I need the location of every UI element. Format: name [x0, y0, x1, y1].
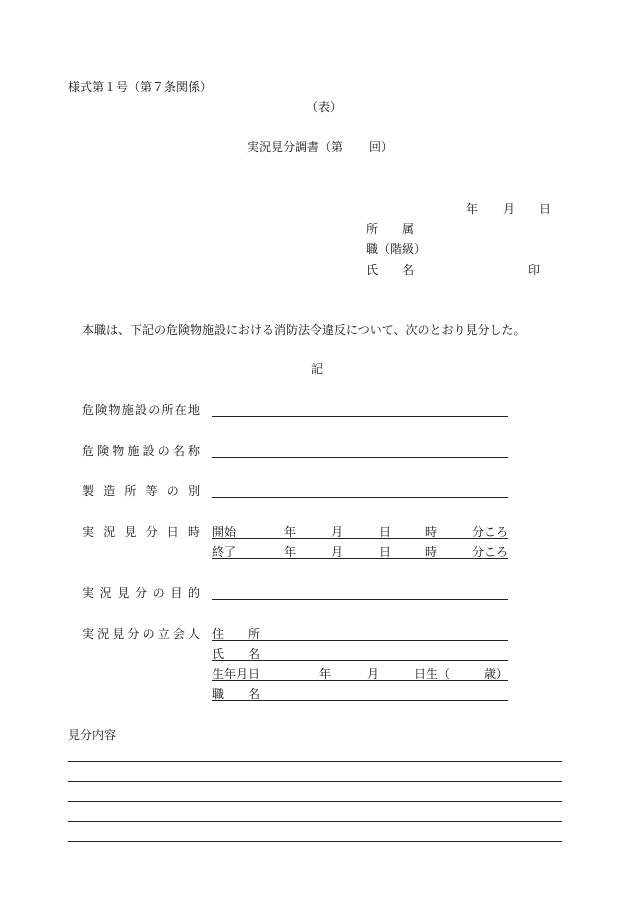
seal-mark: 印	[528, 263, 541, 277]
ki-mark: 記	[311, 362, 324, 376]
date-year: 年	[466, 202, 479, 216]
content-line-4	[68, 821, 562, 822]
witness-birth-day: 日生（	[414, 667, 451, 681]
witness-name-label: 氏 名	[212, 647, 261, 661]
witness-occupation-underline	[212, 700, 508, 701]
form-number: 様式第１号（第７条関係）	[68, 80, 213, 94]
end-underline	[212, 558, 508, 559]
witness-address-label: 住 所	[212, 627, 261, 641]
content-line-2	[68, 781, 562, 782]
end-label: 終了	[212, 545, 237, 559]
start-day: 日	[379, 525, 392, 539]
content-line-3	[68, 801, 562, 802]
date-day: 日	[539, 202, 552, 216]
witness-birth-label: 生年月日	[212, 667, 261, 681]
facility-name-underline	[212, 457, 508, 458]
witness-label: 実況見分の立会人	[82, 627, 200, 641]
end-month: 月	[331, 545, 344, 559]
rank-label: 職（階級）	[366, 242, 427, 256]
facility-name-label: 危険物施設の名称	[82, 444, 200, 458]
start-label: 開始	[212, 525, 237, 539]
witness-birth-month: 月	[367, 667, 380, 681]
end-hour: 時	[425, 545, 438, 559]
location-underline	[212, 416, 508, 417]
content-line-5	[68, 841, 562, 842]
start-hour: 時	[425, 525, 438, 539]
start-month: 月	[331, 525, 344, 539]
facility-type-underline	[212, 497, 508, 498]
end-day: 日	[379, 545, 392, 559]
purpose-label: 実況見分の目的	[82, 586, 200, 600]
location-label: 危険物施設の所在地	[82, 403, 200, 417]
title-main: 実況見分調書（第	[247, 140, 344, 154]
witness-address-underline	[212, 640, 508, 641]
witness-age: 歳）	[484, 667, 509, 681]
content-label: 見分内容	[68, 728, 117, 742]
affiliation-label: 所 属	[366, 222, 415, 236]
witness-birth-year: 年	[319, 667, 332, 681]
witness-birth-underline	[212, 680, 508, 681]
witness-occupation-label: 職 名	[212, 687, 261, 701]
start-minute: 分ころ	[472, 525, 509, 539]
name-label: 氏 名	[366, 263, 415, 277]
statement: 本職は、下記の危険物施設における消防法令違反について、次のとおり見分した。	[82, 323, 526, 337]
end-year: 年	[284, 545, 297, 559]
title-suffix: 回）	[369, 140, 394, 154]
witness-name-underline	[212, 660, 508, 661]
side-label: （表）	[306, 100, 343, 114]
facility-type-label: 製造所等の別	[82, 484, 200, 498]
start-underline	[212, 538, 508, 539]
datetime-label: 実況見分日時	[82, 525, 200, 539]
start-year: 年	[284, 525, 297, 539]
date-month: 月	[503, 202, 516, 216]
end-minute: 分ころ	[472, 545, 509, 559]
document-title	[247, 140, 393, 154]
purpose-underline	[212, 599, 508, 600]
content-line-1	[68, 761, 562, 762]
